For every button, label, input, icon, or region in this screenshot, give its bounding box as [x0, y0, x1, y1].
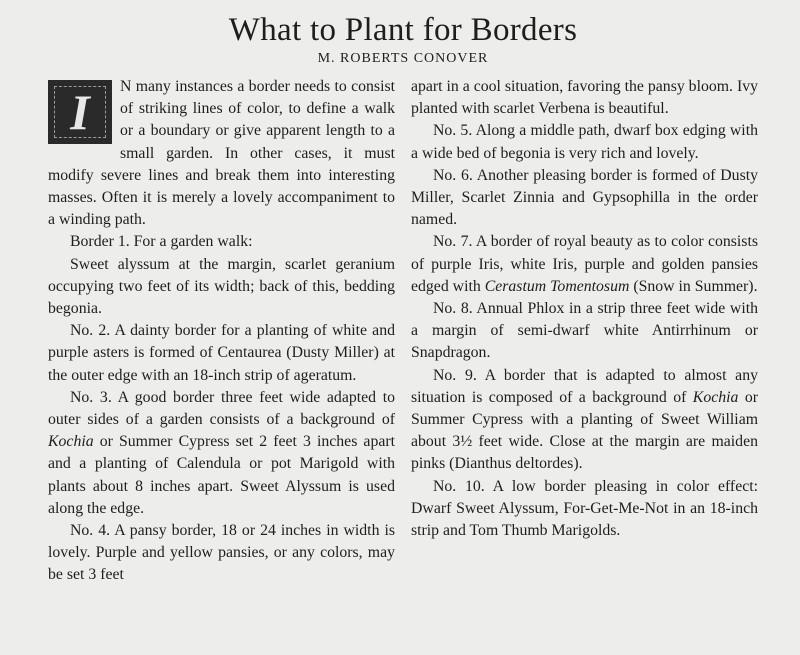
- article-columns: [48, 76, 758, 587]
- article-author: M. ROBERTS CONOVER: [317, 51, 489, 66]
- ornamental-dropcap: [48, 80, 112, 144]
- right-column: [411, 76, 758, 587]
- border-2-text: No. 2. A dainty border for a planting of white and purple asters is formed of Centaurea (Dusty Miller) at the outer edge with an 18-inch strip of ageratum.: [48, 322, 395, 384]
- border-4-continued: apart in a cool situation, favoring the pansy bloom. Ivy planted with scarlet Verbena is beautiful.: [411, 78, 759, 118]
- article-title: What to Plant for Borders: [228, 12, 578, 48]
- border-7-text-c: (Snow in Summer).: [629, 277, 758, 295]
- left-column: [48, 76, 395, 587]
- border-6-text: No. 6. Another pleasing border is formed of Dusty Miller, Scarlet Zinnia and Gypsophilla in the order named.: [411, 166, 758, 229]
- border-9-text-a: No. 9. A border that is adapted to almost any situation is composed of a background of: [411, 366, 758, 406]
- border-1-text: Sweet alyssum at the margin, scarlet geranium occupying two feet of its width; back of this, bedding begonia.: [48, 255, 395, 318]
- border-7-text-a: No. 7. A border of royal beauty as to color consists of purple Iris, white Iris, purple and golden pansies edged with: [411, 233, 758, 295]
- intro-paragraph: [48, 76, 395, 231]
- border-3-italic: Kochia: [48, 433, 94, 451]
- border-9-text: [411, 365, 758, 476]
- border-9-italic: Kochia: [692, 388, 739, 406]
- border-5-text: No. 5. Along a middle path, dwarf box edging with a wide bed of begonia is very rich and lovely.: [411, 122, 758, 162]
- border-7-text: [411, 231, 758, 298]
- border-4-text: No. 4. A pansy border, 18 or 24 inches in width is lovely. Purple and yellow pansies, or any colors, may be set 3 feet: [48, 522, 395, 584]
- border-3-text-c: or Summer Cypress set 2 feet 3 inches apart and a planting of Calendula or pot Marigold with plants about 8 inches apart. Sweet Alyssum is used along the edge.: [48, 433, 395, 517]
- border-9-text-c: or Summer Cypress with a planting of Sweet William about 3½ feet wide. Close at the margin are maiden pinks (Dianthus deltordes).: [411, 388, 759, 473]
- border-10-text: No. 10. A low border pleasing in color effect: Dwarf Sweet Alyssum, For-Get-Me-Not in an 18-inch strip and Tom Thumb Marigolds.: [411, 477, 758, 540]
- intro-text: N many instances a border needs to consist of striking lines of color, to define a walk or a boundary or give apparent length to a small garden. In other cases, it must modify severe lines and break them into interesting masses. Often it is merely a lovely accompaniment to a winding path.: [48, 78, 395, 229]
- dropcap-letter: I: [70, 84, 90, 140]
- border-3-text-a: No. 3. A good border three feet wide adapted to outer sides of a garden consists of a background of: [48, 388, 395, 429]
- border-3-text: [48, 387, 395, 520]
- border-7-italic: Cerastum Tomentosum: [484, 277, 630, 295]
- border-8-text: No. 8. Annual Phlox in a strip three feet wide with a margin of semi-dwarf white Antirrhinum or Snapdragon.: [411, 300, 758, 362]
- border-1-heading: Border 1. For a garden walk:: [70, 233, 253, 251]
